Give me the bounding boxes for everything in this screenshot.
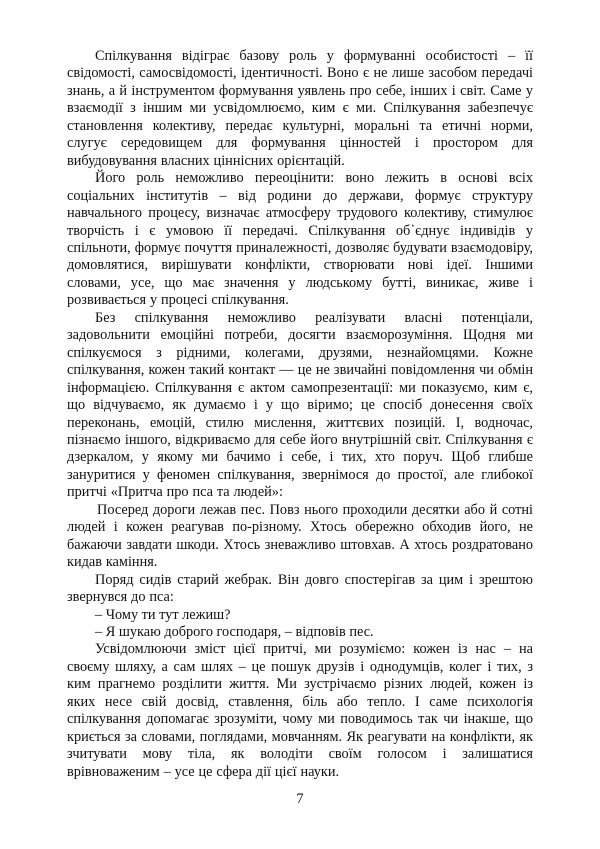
paragraph-3: Без спілкування неможливо реалізувати власні потенціали, задовольнити емоційні потреби, досягти взаєморозуміння. Щодня ми спілкуємося з рідними, колегами, друзями, незнайомцями. Кожне спілкування, кожен такий контакт — це не звичайні повідомлення чи обмін інформацією. Спілкування є актом самопрезентації: ми показуємо, ким є, що відчуваємо, як думаємо і у що віримо; це спосіб донесення своїх переконань, емоцій, стилю мислення, життєвих позицій. І, водночас, пізнаємо іншого, відкриваємо для себе його внутрішній світ. Спілкування є дзеркалом, у якому ми бачимо і себе, і тих, хто поруч. Щоб глибше зануритися у феномен спілкування, звернімося до простої, але глибокої притчі «Притча про пса та людей»: bbox=[67, 309, 533, 501]
dialogue-line-1: – Чому ти тут лежиш? bbox=[95, 606, 231, 623]
page-number: 7 bbox=[296, 791, 304, 807]
paragraph-2: Його роль неможливо переоцінити: воно лежить в основі всіх соціальних інститутів – від родини до держави, формує структуру навчального процесу, визначає атмосферу трудового колективу, стимулює творчість і є умовою її передачі. Спілкування об᾽єднує індивідів у спільноти, формує почуття приналежності, дозволяє будувати взаємодовіру, домовлятися, вирішувати конфлікти, створювати нові ідеї. Іншими словами, усе, що має значення у людському бутті, виникає, живе і розвивається у процесі спілкування. bbox=[67, 170, 533, 309]
dialogue-line-2: – Я шукаю доброго господаря, – відповів пес. bbox=[95, 623, 374, 640]
paragraph-6-conclusion: Усвідомлюючи зміст цієї притчі, ми розуміємо: кожен із нас – на своєму шляху, а сам шлях – це пошук друзів і однодумців, колег і тих, з ким прагнемо розділити життя. Ми зустрічаємо різних людей, кожен із яких несе свій досвід, ставлення, біль або тепло. І саме психологія спілкування допомагає зрозуміти, чому ми поводимось так чи інакше, що криється за словами, поглядами, мовчанням. Як реагувати на конфлікти, як зчитувати мову тіла, як володіти своїм голосом і залишатися врівноваженим – усе це сфера дії цієї науки. bbox=[67, 641, 533, 780]
body-text-column bbox=[67, 48, 533, 781]
paragraph-5-parable-beggar: Поряд сидів старий жебрак. Він довго спостерігав за цим і зрештою звернувся до пса: bbox=[67, 571, 533, 606]
paragraph-1: Спілкування відіграє базову роль у формуванні особистості – її свідомості, самосвідомості, ідентичності. Воно є не лише засобом передачі знань, а й інструментом формування уявлень про себе, інших і світ. Саме у взаємодії з іншим ми усвідомлюємо, ким є ми. Спілкування забезпечує становлення колективу, передає культурні, моральні та етичні норми, слугує середовищем для формування цінностей і простором для вибудовування власних ціннісних орієнтацій. bbox=[67, 48, 533, 169]
paragraph-4-parable-opening: Посеред дороги лежав пес. Повз нього проходили десятки або й сотні людей і кожен реагував по-різному. Хтось обережно обходив його, не бажаючи завдати шкоди. Хтось зневажливо штовхав. А хтось роздратовано кидав каміння. bbox=[67, 501, 533, 571]
